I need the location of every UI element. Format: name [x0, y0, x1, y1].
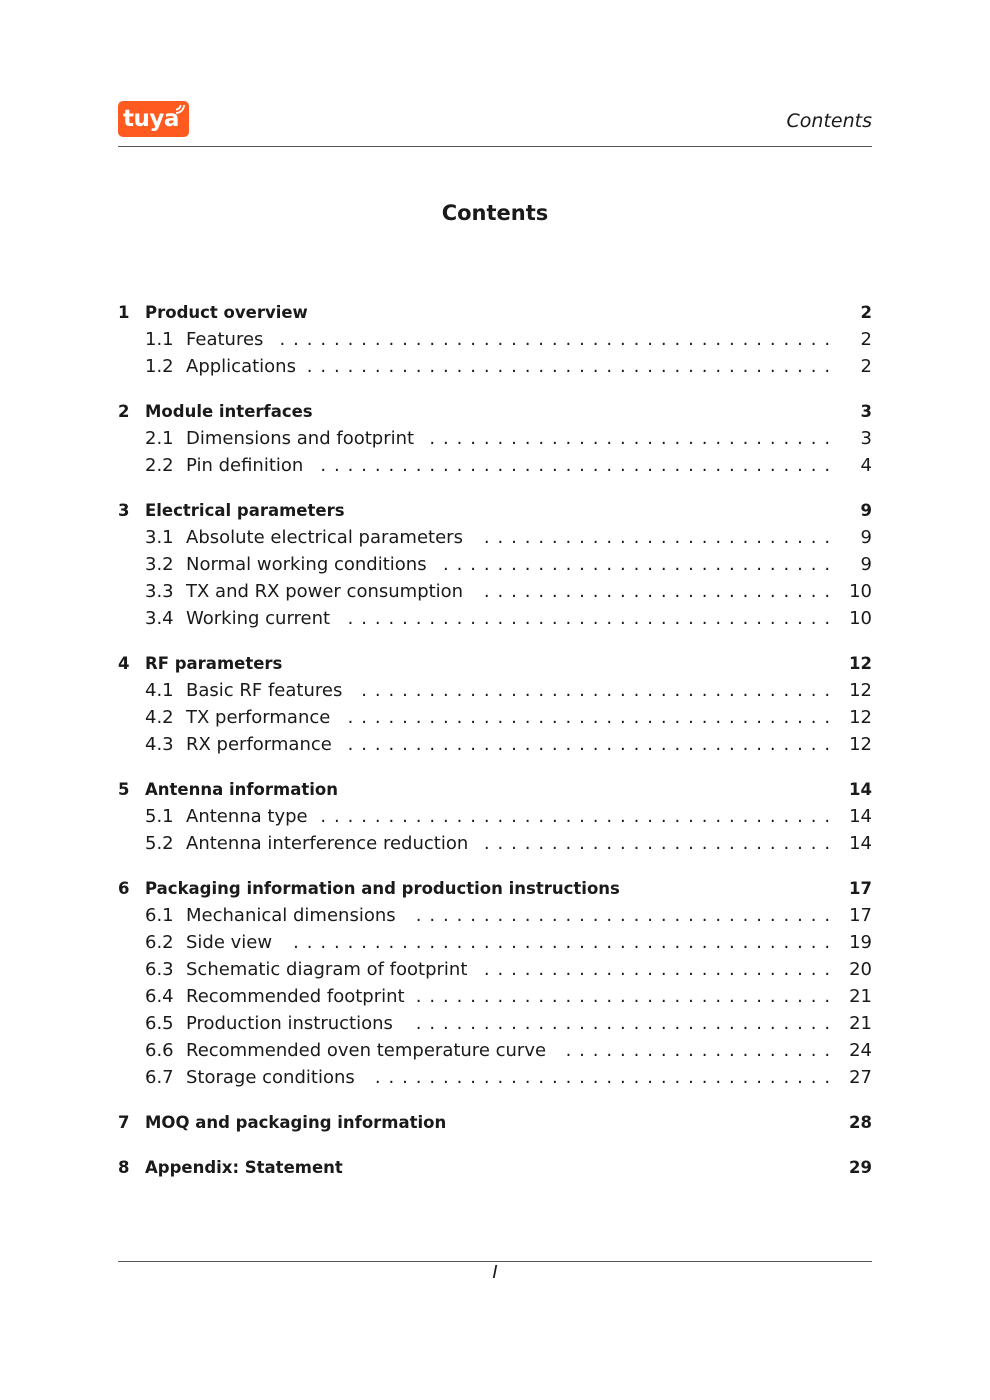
toc-entry-title: Dimensions and footprint: [186, 428, 415, 449]
dot-leader: ......................................: [320, 455, 838, 476]
toc-entry-page: 12: [849, 654, 872, 673]
toc-section-entry[interactable]: [118, 1065, 872, 1091]
header-title: Contents: [786, 110, 872, 132]
footer-page-number: I: [492, 1262, 498, 1283]
toc-chapter-entry[interactable]: [118, 651, 872, 677]
toc-entry-page: 10: [849, 608, 872, 629]
toc-section-entry[interactable]: [118, 1011, 872, 1037]
toc-entry-number: 3.3: [145, 581, 174, 602]
toc-entry-title: Storage conditions: [186, 1067, 355, 1088]
toc-entry-page: 3: [860, 428, 872, 449]
dot-leader: .......................................: [306, 356, 838, 377]
toc-entry-number: 3: [118, 501, 130, 520]
toc-entry-page: 19: [849, 932, 872, 953]
toc-entry-title: Basic RF features: [186, 680, 343, 701]
toc-section-entry[interactable]: [118, 732, 872, 758]
dot-leader: ...................................: [361, 680, 838, 701]
toc-entry-number: 6.6: [145, 1040, 174, 1061]
toc-entry-title: TX and RX power consumption: [186, 581, 464, 602]
toc-entry-number: 5: [118, 780, 130, 799]
toc-entry-page: 17: [849, 879, 872, 898]
toc-entry-title: RX performance: [186, 734, 332, 755]
dot-leader: ...............................: [415, 986, 838, 1007]
toc-entry-number: 1: [118, 303, 130, 322]
toc-chapter-entry[interactable]: [118, 876, 872, 902]
wifi-signal-icon: [173, 102, 187, 116]
toc-entry-number: 6: [118, 879, 130, 898]
toc-entry-page: 9: [860, 554, 872, 575]
toc-chapter-entry[interactable]: [118, 1155, 872, 1181]
toc-entry-page: 10: [849, 581, 872, 602]
toc-entry-page: 12: [849, 734, 872, 755]
toc-entry-title: Applications: [186, 356, 296, 377]
toc-entry-number: 6.4: [145, 986, 174, 1007]
toc-entry-page: 9: [860, 501, 872, 520]
toc-entry-number: 7: [118, 1113, 130, 1132]
toc-entry-number: 6.7: [145, 1067, 174, 1088]
toc-entry-number: 4: [118, 654, 130, 673]
toc-entry-page: 4: [860, 455, 872, 476]
dot-leader: ...............................: [415, 905, 838, 926]
toc-section-entry[interactable]: [118, 957, 872, 983]
toc-entry-title: Product overview: [145, 303, 308, 322]
toc-chapter-entry[interactable]: [118, 498, 872, 524]
toc-entry-number: 4.1: [145, 680, 174, 701]
toc-section-entry[interactable]: [118, 525, 872, 551]
page-header: [118, 100, 872, 147]
toc-entry-title: RF parameters: [145, 654, 283, 673]
toc-entry-number: 6.1: [145, 905, 174, 926]
toc-entry-title: Pin definition: [186, 455, 304, 476]
toc-section-entry[interactable]: [118, 354, 872, 380]
toc-section-entry[interactable]: [118, 552, 872, 578]
toc-entry-number: 1.2: [145, 356, 174, 377]
toc-entry-number: 3.4: [145, 608, 174, 629]
dot-leader: ..........................: [483, 581, 838, 602]
toc-entry-page: 21: [849, 1013, 872, 1034]
toc-entry-number: 5.1: [145, 806, 174, 827]
toc-chapter-entry[interactable]: [118, 300, 872, 326]
toc-section-entry[interactable]: [118, 930, 872, 956]
toc-entry-page: 12: [849, 680, 872, 701]
dot-leader: ....................: [565, 1040, 838, 1061]
dot-leader: ......................................: [320, 806, 838, 827]
toc-section-entry[interactable]: [118, 984, 872, 1010]
dot-leader: ....................................: [347, 707, 838, 728]
toc-section-entry[interactable]: [118, 705, 872, 731]
toc-entry-page: 14: [849, 833, 872, 854]
toc-entry-number: 3.1: [145, 527, 174, 548]
toc-entry-title: Antenna interference reduction: [186, 833, 469, 854]
dot-leader: ..........................: [483, 527, 838, 548]
toc-entry-page: 14: [849, 780, 872, 799]
toc-section-entry[interactable]: [118, 426, 872, 452]
dot-leader: ..........................: [483, 833, 838, 854]
dot-leader: ..................................: [374, 1067, 838, 1088]
toc-entry-number: 4.2: [145, 707, 174, 728]
toc-entry-number: 5.2: [145, 833, 174, 854]
toc-entry-number: 4.3: [145, 734, 174, 755]
toc-entry-title: Working current: [186, 608, 331, 629]
toc-entry-page: 17: [849, 905, 872, 926]
dot-leader: ........................................: [293, 932, 838, 953]
toc-entry-page: 12: [849, 707, 872, 728]
dot-leader: .............................: [442, 554, 838, 575]
dot-leader: ...............................: [415, 1013, 838, 1034]
toc-entry-page: 14: [849, 806, 872, 827]
toc-entry-title: Production instructions: [186, 1013, 393, 1034]
dot-leader: .........................................: [279, 329, 838, 350]
toc-entry-page: 29: [849, 1158, 872, 1177]
toc-entry-title: Side view: [186, 932, 273, 953]
toc-entry-number: 6.3: [145, 959, 174, 980]
toc-entry-title: Electrical parameters: [145, 501, 345, 520]
toc-entry-page: 9: [860, 527, 872, 548]
toc-entry-title: MOQ and packaging information: [145, 1113, 447, 1132]
toc-entry-number: 6.2: [145, 932, 174, 953]
dot-leader: ....................................: [347, 734, 838, 755]
toc-entry-title: Module interfaces: [145, 402, 313, 421]
toc-entry-title: Normal working conditions: [186, 554, 427, 575]
toc-entry-number: 2: [118, 402, 130, 421]
dot-leader: ..............................: [429, 428, 838, 449]
toc-entry-page: 20: [849, 959, 872, 980]
toc-entry-title: Features: [186, 329, 264, 350]
toc-entry-number: 3.2: [145, 554, 174, 575]
toc-section-entry[interactable]: [118, 903, 872, 929]
toc-section-entry[interactable]: [118, 327, 872, 353]
page-title: Contents: [441, 201, 549, 225]
toc-entry-title: Antenna information: [145, 780, 338, 799]
toc-entry-number: 2.2: [145, 455, 174, 476]
toc-entry-number: 2.1: [145, 428, 174, 449]
toc-entry-title: Recommended oven temperature curve: [186, 1040, 547, 1061]
toc-entry-title: Mechanical dimensions: [186, 905, 396, 926]
toc-entry-page: 2: [860, 303, 872, 322]
toc-entry-title: TX performance: [186, 707, 331, 728]
tuya-logo: [118, 101, 189, 137]
toc-entry-page: 28: [849, 1113, 872, 1132]
toc-section-entry[interactable]: [118, 1038, 872, 1064]
dot-leader: ....................................: [347, 608, 838, 629]
toc-section-entry[interactable]: [118, 804, 872, 830]
toc-chapter-entry[interactable]: [118, 1110, 872, 1136]
toc-entry-page: 2: [860, 356, 872, 377]
logo-text: tuya: [123, 106, 179, 132]
toc-chapter-entry[interactable]: [118, 399, 872, 425]
toc-entry-number: 8: [118, 1158, 130, 1177]
toc-section-entry[interactable]: [118, 678, 872, 704]
toc-entry-page: 21: [849, 986, 872, 1007]
toc-entry-page: 27: [849, 1067, 872, 1088]
toc-entry-title: Schematic diagram of footprint: [186, 959, 468, 980]
toc-entry-page: 3: [860, 402, 872, 421]
toc-section-entry[interactable]: [118, 453, 872, 479]
toc-entry-title: Packaging information and production instructions: [145, 879, 620, 898]
toc-entry-number: 1.1: [145, 329, 174, 350]
toc-chapter-entry[interactable]: [118, 777, 872, 803]
toc-entry-page: 2: [860, 329, 872, 350]
toc-entry-number: 6.5: [145, 1013, 174, 1034]
toc-section-entry[interactable]: [118, 579, 872, 605]
toc-entry-title: Recommended footprint: [186, 986, 405, 1007]
toc-entry-title: Antenna type: [186, 806, 308, 827]
toc-section-entry[interactable]: [118, 831, 872, 857]
toc-section-entry[interactable]: [118, 606, 872, 632]
dot-leader: ..........................: [483, 959, 838, 980]
toc-entry-page: 24: [849, 1040, 872, 1061]
toc-entry-title: Absolute electrical parameters: [186, 527, 463, 548]
toc-entry-title: Appendix: Statement: [145, 1158, 343, 1177]
